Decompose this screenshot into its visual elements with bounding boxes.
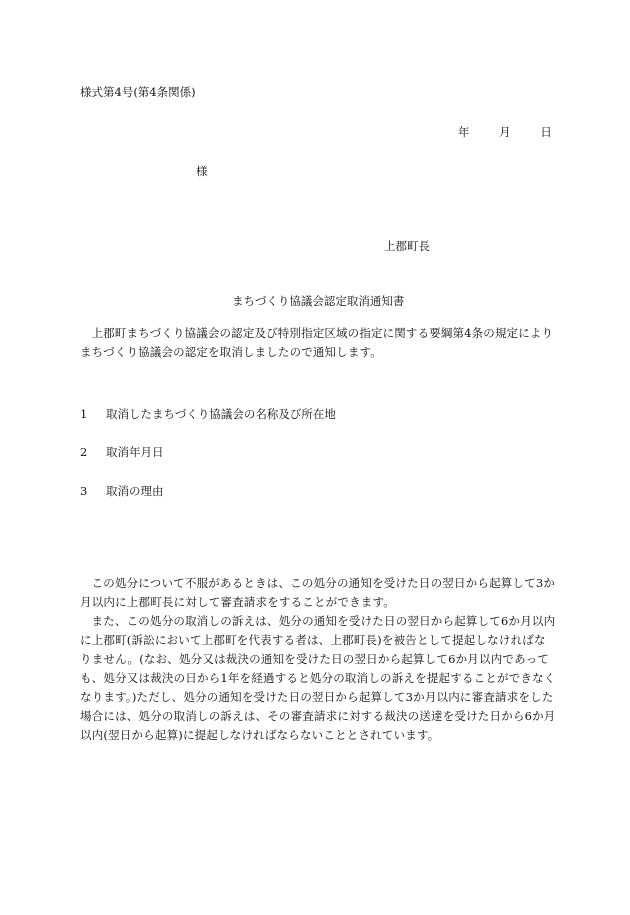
- date-line: [458, 124, 552, 140]
- issuer-name: 上郡町長: [384, 239, 430, 253]
- list-item: [80, 483, 164, 499]
- list-item-label: 取消の理由: [106, 484, 164, 498]
- date-year-label: 年: [458, 125, 470, 139]
- list-item: [80, 406, 336, 422]
- addressee-suffix: 様: [196, 164, 208, 178]
- list-item-label: 取消したまちづくり協議会の名称及び所在地: [106, 407, 336, 421]
- list-item: [80, 444, 164, 460]
- notice-paragraph-lawsuit: また、この処分の取消しの訴えは、処分の通知を受けた日の翌日から起算して6か月以内に上郡町(訴訟において上郡町を代表する者は、上郡町長)を被告として提起しなければなりません。(なお、処分又は裁決の通知を受けた日の翌日から起算して6か月以内であっても、処分又は裁決の日から1年を経過すると処分の取消しの訴えを提起することができなくなります。)ただし、処分の通知を受けた日の翌日から起算して3か月以内に審査請求をした場合には、処分の取消しの訴えは、その審査請求に対する裁決の送達を受けた日から6か月以内(翌日から起算)に提起しなければならないこととされています。: [80, 614, 556, 742]
- document-title: まちづくり協議会認定取消通知書: [232, 294, 405, 308]
- list-item-number: 1: [80, 407, 88, 421]
- list-item-number: 3: [80, 484, 88, 498]
- form-number: 様式第4号(第4条関係): [80, 85, 196, 99]
- date-month-label: 月: [499, 125, 511, 139]
- notice-paragraph-review: この処分について不服があるときは、この処分の通知を受けた日の翌日から起算して3か月以内に上郡町長に対して審査請求をすることができます。: [80, 576, 556, 609]
- list-item-number: 2: [80, 445, 88, 459]
- date-day-label: 日: [540, 125, 552, 139]
- body-paragraph: 上郡町まちづくり協議会の認定及び特別指定区域の指定に関する要綱第4条の規定によりまちづくり協議会の認定を取消しましたので通知します。: [80, 326, 554, 359]
- list-item-label: 取消年月日: [106, 445, 164, 459]
- appeal-notice: [80, 574, 556, 745]
